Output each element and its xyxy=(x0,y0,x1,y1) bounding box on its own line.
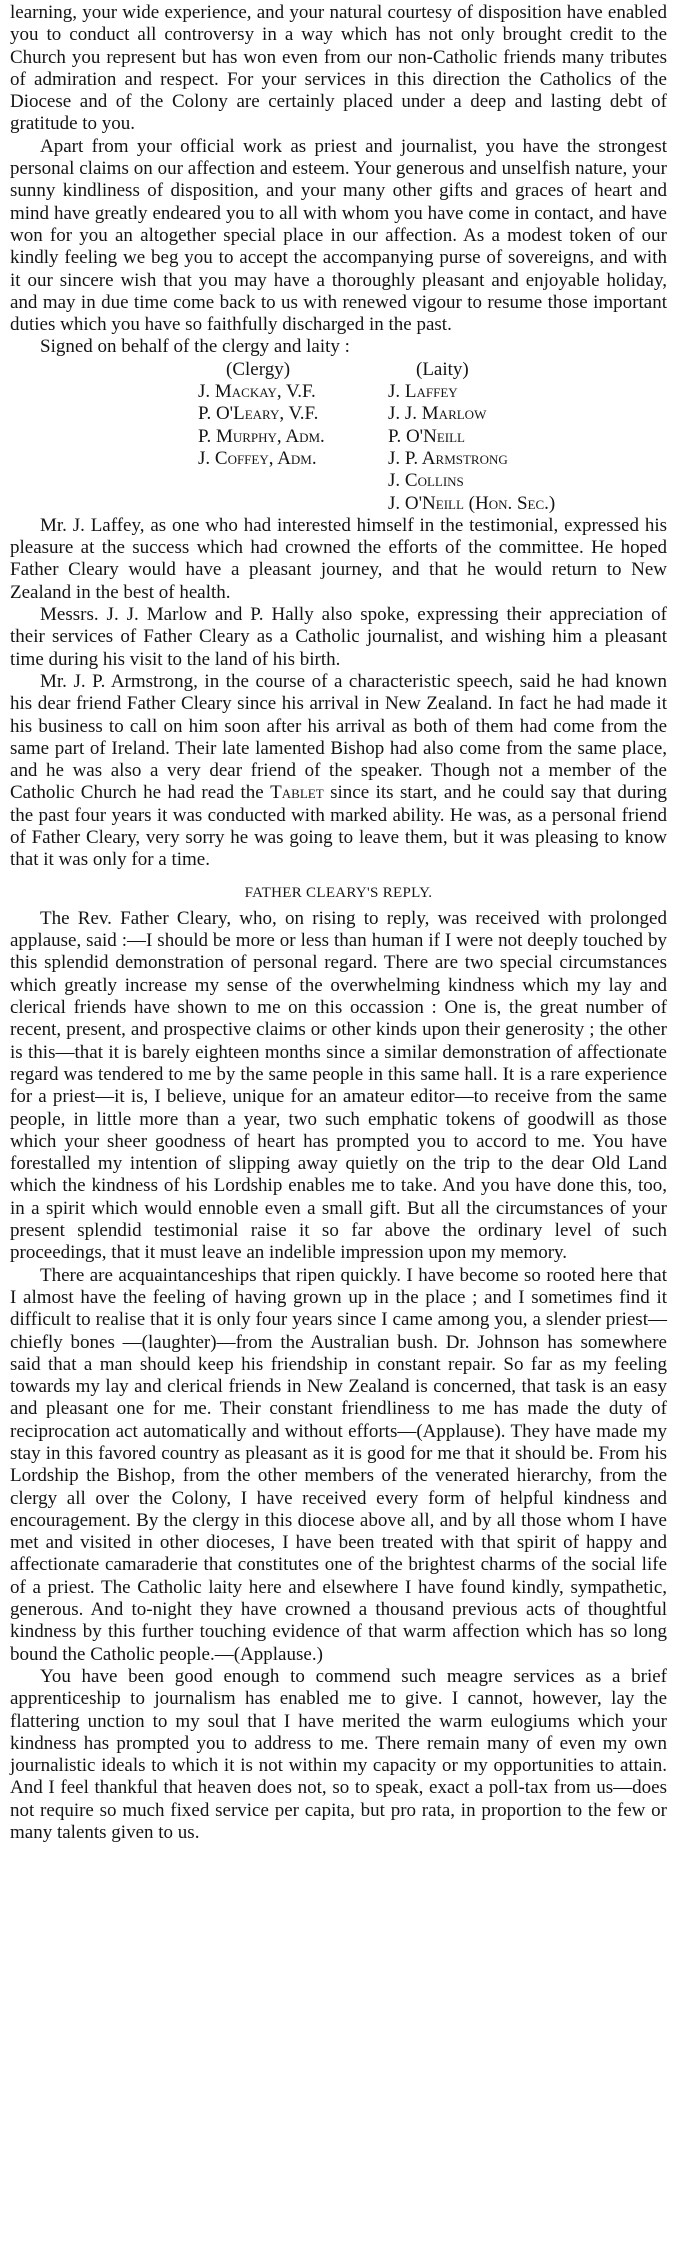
signatories-block xyxy=(198,359,667,515)
paragraph-reply-opening: The Rev. Father Cleary, who, on rising to reply, was received with prolonged applause, said :—I should be more or less than human if I were not deeply touched by this splendid demonstration of personal regard. There are two special circumstances which greatly increase my sense of the overwhelming kindness which my lay and clerical friends have shown to me on this occassion : One is, the great number of recent, present, and prospective claims or other kinds upon their generosity ; the other is this—that it is barely eighteen months since a similar demonstration of affectionate regard was tendered to me by the same people in this same hall. It is a rare experience for a priest—it is, I believe, unique for an amateur editor—to receive from the same people, in little more than a year, two such emphatic tokens of goodwill as those which your sheer goodness of heart has prompted you to accord to me. You have forestalled my intention of slipping away quietly on the trip to the dear Old Land which the kindness of his Lordship enables me to take. And you have done this, too, in a spirit which would ennoble even a small gift. But all the circumstances of your present splendid testimonial raise it so far above the ordinary level of such proceedings, that it must leave an indelible impression upon my memory. xyxy=(10,907,667,1264)
section-heading: FATHER CLEARY'S REPLY. xyxy=(244,884,433,901)
paragraph-meagre-services: You have been good enough to commend such meagre services as a brief apprenticeship to journalism has enabled me to give. I cannot, however, lay the flattering unction to my soul that I have merited the warm eulogiums which your kindness has prompted you to address to me. There remain many of even my own journalistic ideals to which it is not within my capacity or my opportunities to attain. And I feel thankful that heaven does not, so to speak, exact a poll-tax from us—does not require so much fixed service per capita, but pro rata, in proportion to the few or many talents given to us. xyxy=(10,1665,667,1844)
clergy-name: P. O'Leary, V.F. xyxy=(198,403,319,425)
clergy-list xyxy=(198,359,388,515)
clergy-header: (Clergy) xyxy=(226,358,291,380)
paragraph-personal-claims: Apart from your official work as priest and journalist, you have the strongest personal claims on our affection and esteem. Your generous and unselfish nature, your sunny kindliness of disposition, and your many other gifts and graces of heart and mind have greatly endeared you to all with whom you have come in contact, and have won for you an altogether special place in our affection. As a modest token of our kindly feeling we beg you to accept the accompanying purse of sovereigns, and with it our sincere wish that you may have a thoroughly pleasant and enjoyable holiday, and may in due time come back to us with renewed vigour to resume those important duties which you have so faithfully discharged in the past. xyxy=(10,135,667,336)
clergy-name: J. Mackay, V.F. xyxy=(198,381,316,403)
paragraph-address-continued: learning, your wide experience, and your natural courtesy of disposition have enabled you to conduct all controversy in a way which has not only brought credit to the Church you represent but has won even from our non-Catholic friends many tributes of admiration and respect. For your services in this direction the Catholics of the Diocese and of the Colony are certainly placed under a deep and lasting debt of gratitude to you. xyxy=(10,2,667,135)
armstrong-text-b: since its start, and he could say that during the past four years it was conducted with marked ability. He was, as a personal friend of Father Cleary, very sorry he was going to leave them, but it was pleasing to know that it was only for a time. xyxy=(10,782,667,871)
laity-name: J. J. Marlow xyxy=(388,403,487,425)
laity-name: P. O'Neill xyxy=(388,425,465,447)
tablet-name: Tablet xyxy=(270,782,324,804)
paragraph-marlow-hally: Messrs. J. J. Marlow and P. Hally also spoke, expressing their appreciation of their services of Father Cleary as a Catholic journalist, and wishing him a pleasant time during his visit to the land of his birth. xyxy=(10,604,667,670)
signed-on-behalf: Signed on behalf of the clergy and laity : xyxy=(40,336,350,358)
paragraph-acquaintanceships: There are acquaintanceships that ripen quickly. I have become so rooted here that I almost have the feeling of having grown up in the place ; and I sometimes find it difficult to realise that it is only four years since I came among you, a slender priest—chiefly bones —(laughter)—from the Australian bush. Dr. Johnson has somewhere said that a man should keep his friendship in constant repair. So far as my feeling towards my lay and clerical friends in New Zealand is concerned, that task is an easy and pleasant one for me. Their constant friendliness to me has made the duty of reciprocation act automatically and without efforts—(Applause). They have made my stay in this favored country as pleasant as it is good for me that it should be. From his Lordship the Bishop, from the other members of the venerated hierarchy, from the clergy all over the Colony, I have received every form of helpful kindness and encouragement. By the clergy in this diocese above all, and by all those whom I have met and visited in other dioceses, I have been treated with that spirit of happy and affectionate camaraderie that constitutes one of the brightest charms of the social life of a priest. The Catholic laity here and elsewhere I have found kindly, sympathetic, generous. And to-night they have crowned a thousand previous acts of thoughtful kindness by this further touching evidence of that warm affection which has so long bound the Catholic people.—(Applause.) xyxy=(10,1264,667,1665)
clergy-name: P. Murphy, Adm. xyxy=(198,425,325,447)
article-column xyxy=(10,2,667,1844)
laity-list xyxy=(388,359,648,515)
laity-header: (Laity) xyxy=(416,358,469,380)
paragraph-laffey: Mr. J. Laffey, as one who had interested himself in the testimonial, expressed his pleasure at the success which had crowned the efforts of the committee. He hoped Father Cleary would have a pleasant journey, and that he would return to New Zealand in the best of health. xyxy=(10,514,667,603)
laity-name: J. Laffey xyxy=(388,381,458,403)
armstrong-text-a: Mr. J. P. Armstrong, in the course of a characteristic speech, said he had known his dear friend Father Cleary since his arrival in New Zealand. In fact he had made it his business to call on him soon after his arrival as both of them had come from the same part of Ireland. Their late lamented Bishop had also come from the same place, and he was also a very dear friend of the speaker. Though not a member of the Catholic Church he had read the xyxy=(10,670,667,804)
paragraph-armstrong xyxy=(10,671,667,872)
clergy-name: J. Coffey, Adm. xyxy=(198,447,317,469)
laity-name: J. P. Armstrong xyxy=(388,447,508,469)
laity-name: J. Collins xyxy=(388,470,464,492)
laity-name: J. O'Neill (Hon. Sec.) xyxy=(388,492,556,514)
